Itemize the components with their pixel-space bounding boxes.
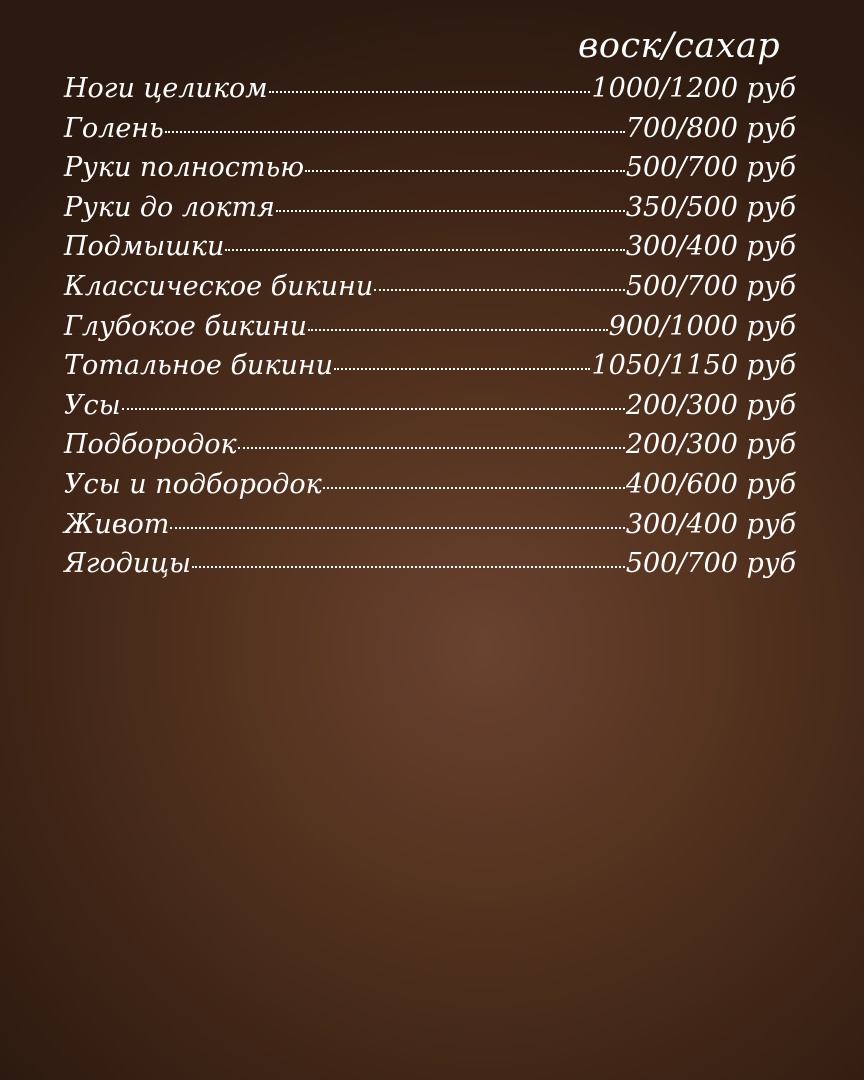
dot-leader xyxy=(170,503,625,533)
service-name: Классическое бикини xyxy=(64,270,374,302)
service-price: 300/400 руб xyxy=(625,508,796,540)
service-name: Руки полностью xyxy=(64,152,304,184)
dot-leader xyxy=(192,542,625,572)
price-row-total-bikini xyxy=(64,344,796,384)
price-row-arms-to-elbow xyxy=(64,186,796,226)
price-row-classic-bikini xyxy=(64,265,796,305)
service-name: Ягодицы xyxy=(64,548,192,580)
service-price: 400/600 руб xyxy=(625,468,796,500)
dot-leader xyxy=(238,423,625,453)
service-price: 700/800 руб xyxy=(625,112,796,144)
service-price: 200/300 руб xyxy=(625,389,796,421)
service-name: Тотальное бикини xyxy=(64,350,334,382)
service-price: 350/500 руб xyxy=(625,191,796,223)
service-name: Усы и подбородок xyxy=(64,468,322,500)
price-row-underarms xyxy=(64,225,796,265)
price-list xyxy=(64,67,796,582)
service-name: Глубокое бикини xyxy=(64,310,307,342)
service-name: Усы xyxy=(64,389,121,421)
price-row-mustache xyxy=(64,384,796,424)
service-price: 900/1000 руб xyxy=(608,310,796,342)
price-row-deep-bikini xyxy=(64,305,796,345)
service-price: 1050/1150 руб xyxy=(591,350,796,382)
price-row-shin xyxy=(64,107,796,147)
price-row-buttocks xyxy=(64,542,796,582)
service-name: Подмышки xyxy=(64,231,225,263)
dot-leader xyxy=(308,305,608,335)
service-price: 500/700 руб xyxy=(625,270,796,302)
price-row-legs-full xyxy=(64,67,796,107)
service-price: 500/700 руб xyxy=(625,152,796,184)
service-name: Голень xyxy=(64,112,164,144)
price-row-belly xyxy=(64,503,796,543)
dot-leader xyxy=(334,344,590,374)
dot-leader xyxy=(374,265,625,295)
price-row-chin xyxy=(64,423,796,463)
dot-leader xyxy=(323,463,625,493)
service-name: Подбородок xyxy=(64,429,237,461)
service-name: Руки до локтя xyxy=(64,191,275,223)
service-name: Живот xyxy=(64,508,170,540)
service-name: Ноги целиком xyxy=(64,73,268,104)
dot-leader xyxy=(276,186,625,216)
price-row-arms-full xyxy=(64,146,796,186)
column-header: воск/сахар xyxy=(578,26,781,66)
service-price: 500/700 руб xyxy=(625,548,796,580)
price-row-mustache-and-chin xyxy=(64,463,796,503)
service-price: 200/300 руб xyxy=(625,429,796,461)
service-price: 1000/1200 руб xyxy=(591,73,796,104)
dot-leader xyxy=(305,146,625,176)
dot-leader xyxy=(269,67,591,97)
dot-leader xyxy=(165,107,625,137)
service-price: 300/400 руб xyxy=(625,231,796,263)
dot-leader xyxy=(122,384,625,414)
dot-leader xyxy=(225,225,624,255)
